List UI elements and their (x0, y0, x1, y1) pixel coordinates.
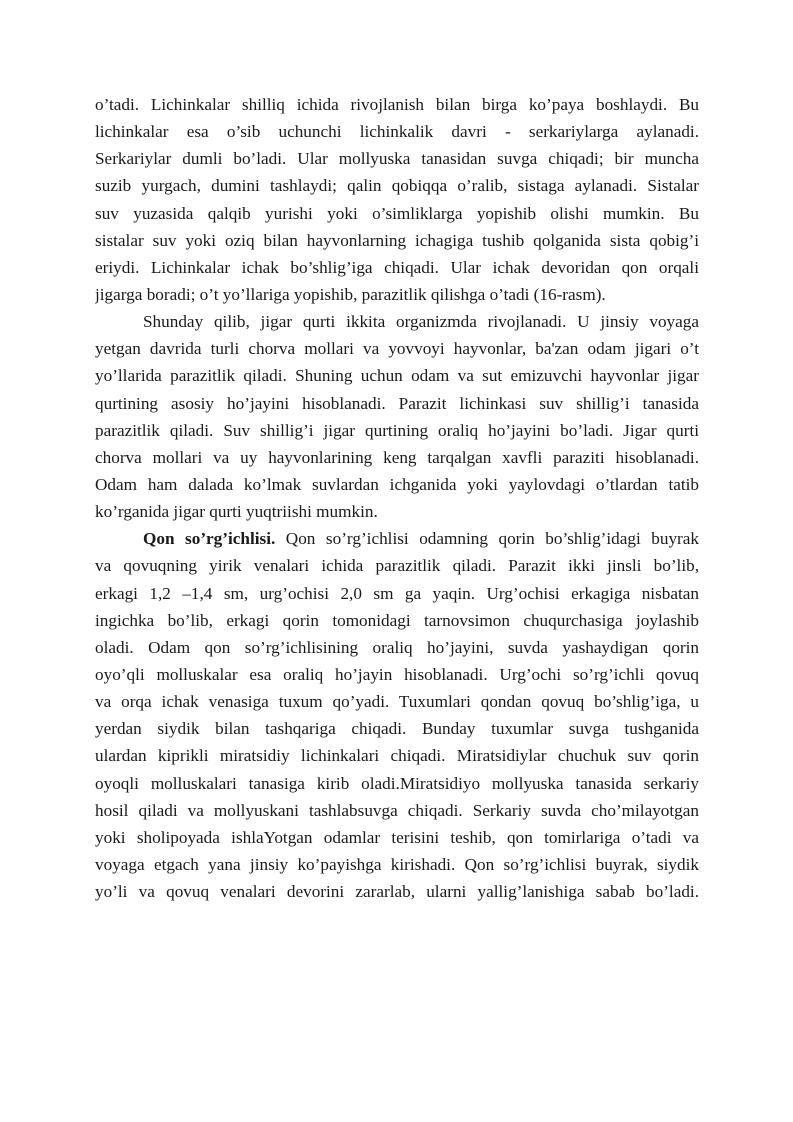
text-line: oladi. Odam qon so’rg’ichlisining oraliq ho’jayini, suvda yashaydigan qorin (95, 637, 699, 657)
text-line: yerdan siydik bilan tashqariga chiqadi. Bunday tuxumlar suvga tushganida (95, 719, 699, 739)
text-line (95, 525, 699, 552)
paragraph-1 (95, 91, 699, 308)
text-line: eriydi. Lichinkalar ichak bo’shlig’iga chiqadi. Ular ichak devoridan qon orqali (95, 257, 699, 277)
section-heading: Qon so’rg’ichlisi. (143, 529, 276, 549)
text-line: hosil qiladi va mollyuskani tashlabsuvga chiqadi. Serkariy suvda cho’milayotgan (95, 800, 699, 820)
text-line: parazitlik qiladi. Suv shillig’i jigar qurtining oraliq ho’jayini bo’ladi. Jigar qurti (95, 420, 699, 440)
text-line: lichinkalar esa o’sib uchunchi lichinkalik davri - serkariylarga aylanadi. (95, 122, 699, 142)
document-page (95, 91, 699, 905)
text-line: o’tadi. Lichinkalar shilliq ichida rivojlanish bilan birga ko’paya boshlaydi. Bu (95, 95, 699, 114)
text-line: yo’li va qovuq venalari devorini zararlab, ularni yallig’lanishiga sabab bo’ladi. (95, 882, 699, 902)
text-line: ko’rganida jigar qurti yuqtriishi mumkin. (95, 502, 378, 522)
text-line: ingichka bo’lib, erkagi qorin tomonidagi tarnovsimon chuqurchasiga joylashib (95, 610, 699, 630)
text-line: yo’llarida parazitlik qiladi. Shuning uchun odam va sut emizuvchi hayvonlar jigar (95, 366, 699, 386)
text-line: erkagi 1,2 –1,4 sm, urg’ochisi 2,0 sm ga yaqin. Urg’ochisi erkagiga nisbatan (95, 583, 699, 603)
text-line: suv yuzasida qalqib yurishi yoki o’simliklarga yopishib olishi mumkin. Bu (95, 203, 699, 223)
text-line: jigarga boradi; o’t yo’llariga yopishib, parazitlik qilishga o’tadi (16-rasm). (95, 284, 606, 304)
text-line: va qovuqning yirik venalari ichida parazitlik qiladi. Parazit ikki jinsli bo’lib, (95, 556, 699, 576)
text-line: Odam ham dalada ko’lmak suvlardan ichganida yoki yaylovdagi o’tlardan tatib (95, 474, 699, 494)
paragraph-3 (95, 525, 699, 905)
text-line: oyoqli molluskalari tanasiga kirib oladi.Miratsidiyo mollyuska tanasida serkariy (95, 773, 699, 793)
text-line: Serkariylar dumli bo’ladi. Ular mollyuska tanasidan suvga chiqadi; bir muncha (95, 149, 699, 169)
text-line: va orqa ichak venasiga tuxum qo’yadi. Tuxumlari qondan qovuq bo’shlig’iga, u (95, 692, 699, 712)
text-line: Shunday qilib, jigar qurti ikkita organizmda rivojlanadi. U jinsiy voyaga (143, 312, 699, 332)
text-line: sistalar suv yoki oziq bilan hayvonlarning ichagiga tushib qolganida sista qobig’i (95, 230, 699, 250)
heading-line-text: Qon so’rg’ichlisi odamning qorin bo’shlig’idagi buyrak (275, 529, 699, 549)
text-line: yoki sholipoyada ishlaYotgan odamlar terisini teshib, qon tomirlariga o’tadi va (95, 827, 699, 847)
text-line: voyaga etgach yana jinsiy ko’payishga kirishadi. Qon so’rg’ichlisi buyrak, siydik (95, 854, 699, 874)
text-line: qurtining asosiy ho’jayini hisoblanadi. Parazit lichinkasi suv shillig’i tanasida (95, 393, 699, 413)
text-line: yetgan davrida turli chorva mollari va yovvoyi hayvonlar, ba'zan odam jigari o’t (95, 339, 699, 359)
text-line: suzib yurgach, dumini tashlaydi; qalin qobiqqa o’ralib, sistaga aylanadi. Sistalar (95, 176, 699, 196)
paragraph-2 (95, 308, 699, 525)
text-line: ulardan kiprikli miratsidiy lichinkalari chiqadi. Miratsidiylar chuchuk suv qorin (95, 746, 699, 766)
text-line: chorva mollari va uy hayvonlarining keng tarqalgan xavfli paraziti hisoblanadi. (95, 447, 699, 467)
text-line: oyo’qli molluskalar esa oraliq ho’jayin hisoblanadi. Urg’ochi so’rg’ichli qovuq (95, 664, 699, 684)
